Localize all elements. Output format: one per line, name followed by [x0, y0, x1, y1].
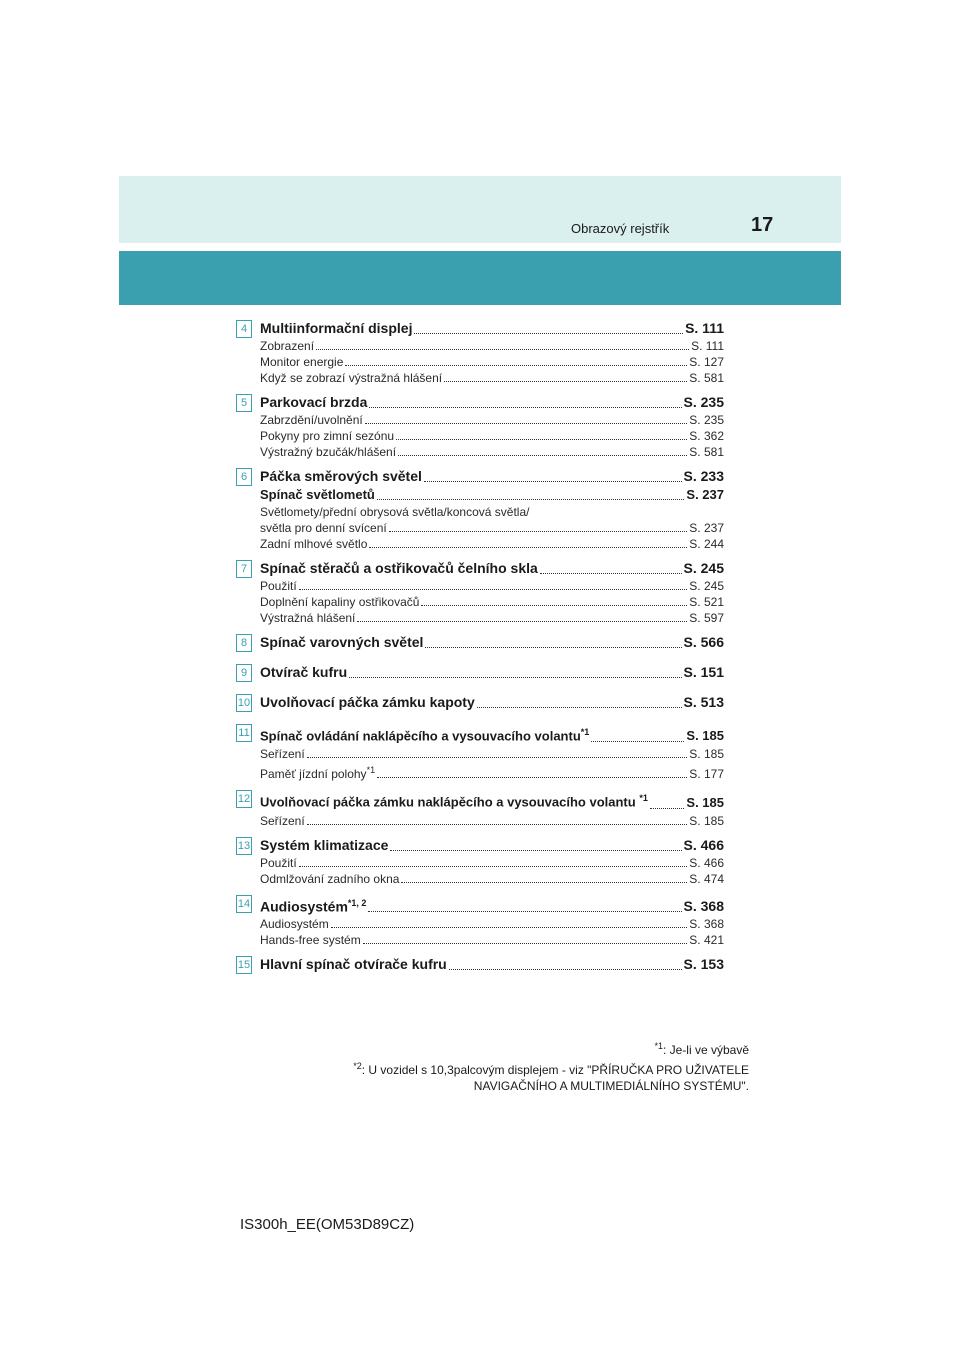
sub-label: Výstražná hlášení	[260, 611, 356, 625]
footnote-mark: *1	[654, 1041, 663, 1051]
leader-dots	[377, 499, 685, 500]
sub-entry[interactable]	[260, 428, 724, 444]
entry-heading[interactable]	[260, 722, 724, 746]
leader-dots	[357, 621, 687, 622]
leader-dots	[345, 365, 687, 366]
sub-entry[interactable]	[260, 444, 724, 460]
footnote-mark: *1	[639, 793, 648, 804]
page-ref[interactable]: S. 368	[689, 917, 724, 932]
leader-dots	[650, 808, 685, 809]
callout-badge: 14	[236, 895, 252, 913]
entry-label: Hlavní spínač otvírače kufru	[260, 956, 447, 973]
footnote-2: $^{*2}$: U vozidel s 10,3palcovým displejem - viz "PŘÍRUČKA PRO UŽIVATELE	[353, 1061, 749, 1077]
page-ref[interactable]: S. 466	[689, 855, 724, 870]
page-ref[interactable]: S. 111	[691, 339, 724, 353]
callout-badge: 10	[236, 694, 252, 712]
entry-label: Systém klimatizace	[260, 836, 389, 853]
leader-dots	[591, 741, 684, 742]
leader-dots	[401, 882, 687, 883]
page-ref[interactable]: S. 566	[683, 634, 724, 650]
entry-heading[interactable]	[260, 558, 724, 578]
entry-heading[interactable]	[260, 893, 724, 917]
sub-entry[interactable]	[260, 536, 724, 552]
index-entry	[236, 662, 724, 682]
page-ref[interactable]: S. 521	[689, 595, 724, 609]
entry-label: Spínač stěračů a ostřikovačů čelního skla	[260, 560, 538, 576]
leader-dots	[414, 333, 683, 334]
page-ref[interactable]: S. 153	[683, 956, 724, 973]
index-entry	[236, 632, 724, 652]
index-entry	[236, 692, 724, 712]
page-ref[interactable]: S. 151	[683, 664, 724, 680]
page-ref[interactable]: S. 127	[689, 355, 724, 369]
sub-label: Doplnění kapaliny ostřikovačů	[260, 595, 420, 609]
sub-entry[interactable]	[260, 916, 724, 932]
sub-label: Použití	[260, 579, 297, 593]
sub-label: Zobrazení	[260, 339, 315, 353]
entry-heading[interactable]	[260, 662, 724, 682]
leader-dots	[425, 647, 681, 648]
footnote-2-continued: NAVIGAČNÍHO A MULTIMEDIÁLNÍHO SYSTÉMU".	[473, 1079, 749, 1093]
page-ref[interactable]: S. 474	[689, 871, 724, 886]
entry-heading[interactable]	[260, 835, 724, 855]
leader-dots	[349, 677, 681, 678]
entry-heading[interactable]	[260, 392, 724, 412]
sub-entry[interactable]	[260, 354, 724, 370]
leader-dots	[307, 824, 688, 825]
index-entry	[236, 466, 724, 552]
page-ref[interactable]: S. 177	[689, 767, 724, 782]
page-ref[interactable]: S. 245	[683, 560, 724, 576]
page-ref[interactable]: S. 244	[689, 537, 724, 551]
sub-entry[interactable]	[260, 932, 724, 948]
sub-label: Výstražný bzučák/hlášení	[260, 445, 397, 459]
sub-label: Seřízení	[260, 813, 305, 828]
leader-dots	[316, 349, 689, 350]
sub-entry[interactable]	[260, 578, 724, 594]
sub-label: Hands-free systém	[260, 933, 361, 948]
leader-dots	[540, 573, 682, 574]
sub-label: Zadní mlhové světlo	[260, 537, 368, 551]
sub-text: Světlomety/přední obrysová světla/koncová světla/	[260, 505, 530, 519]
section-bar	[119, 251, 841, 305]
footnote-1: $^{*1}$: Je-li ve výbavě	[654, 1041, 749, 1057]
section-title: Obrazový rejstřík	[571, 221, 670, 236]
entry-label: Audiosystém$^{*1, 2}$	[260, 897, 367, 915]
leader-dots	[396, 439, 687, 440]
index-entry	[236, 392, 724, 460]
sub-label: Odmlžování zadního okna	[260, 871, 400, 886]
leader-dots	[377, 777, 687, 778]
entry-label: Multiinformační displej	[260, 320, 413, 336]
callout-badge: 6	[236, 468, 252, 486]
sub-entry[interactable]	[260, 594, 724, 610]
callout-badge: 7	[236, 560, 252, 578]
sub-entry[interactable]	[260, 520, 724, 536]
page-ref[interactable]: S. 245	[689, 579, 724, 593]
index-entry	[236, 788, 724, 828]
entry-heading[interactable]	[260, 466, 724, 486]
callout-badge: 15	[236, 956, 252, 974]
page-number: 17	[751, 214, 774, 236]
sub-label: Zabrzdění/uvolnění	[260, 413, 363, 427]
callout-badge: 12	[236, 790, 252, 808]
sub-entry[interactable]	[260, 762, 724, 782]
sub-label: Audiosystém	[260, 917, 329, 932]
leader-dots	[368, 911, 681, 912]
leader-dots	[390, 850, 681, 851]
index-entry	[236, 318, 724, 386]
header-band	[119, 176, 841, 243]
index-entry	[236, 722, 724, 782]
page-ref[interactable]: S. 368	[683, 898, 724, 915]
index-entry	[236, 558, 724, 626]
page-ref[interactable]: S. 111	[685, 320, 724, 336]
entry-heading[interactable]	[260, 954, 724, 974]
sub-label: Když se zobrazí výstražná hlášení	[260, 371, 443, 385]
index-entry	[236, 954, 724, 974]
sub-label: Monitor energie	[260, 355, 344, 369]
page-ref[interactable]: S. 237	[686, 487, 724, 502]
page-ref[interactable]: S. 362	[689, 429, 724, 443]
entry-heading[interactable]	[260, 788, 724, 812]
page-ref[interactable]: S. 235	[683, 394, 724, 410]
leader-dots	[331, 927, 688, 928]
sub-entry[interactable]	[260, 813, 724, 829]
document-code: IS300h_EE(OM53D89CZ)	[240, 1216, 415, 1233]
leader-dots	[444, 381, 687, 382]
leader-dots	[421, 605, 687, 606]
entry-heading[interactable]	[260, 692, 724, 712]
leader-dots	[365, 423, 688, 424]
page-ref[interactable]: S. 597	[689, 611, 724, 625]
entry-heading[interactable]	[260, 632, 724, 652]
entry-label: Parkovací brzda	[260, 394, 368, 410]
entry-label: Páčka směrových světel	[260, 468, 422, 484]
callout-badge: 9	[236, 664, 252, 682]
page-ref[interactable]: S. 233	[683, 468, 724, 484]
index-entry	[236, 835, 724, 887]
leader-dots	[299, 589, 688, 590]
footnote-mark: *1	[366, 765, 376, 776]
leader-dots	[369, 407, 681, 408]
page-ref[interactable]: S. 466	[683, 836, 724, 853]
entry-label: Uvolňovací páčka zámku kapoty	[260, 694, 475, 710]
sub-entry[interactable]	[260, 412, 724, 428]
leader-dots	[398, 455, 687, 456]
sub-entry[interactable]	[260, 871, 724, 887]
entry-label: Spínač ovládání naklápěcího a vysouvacího volantu$^{*1}$	[260, 727, 590, 744]
callout-badge: 4	[236, 320, 252, 338]
entry-label: Otvírač kufru	[260, 664, 348, 680]
leader-dots	[424, 481, 682, 482]
leader-dots	[299, 866, 688, 867]
sub-entry[interactable]	[260, 338, 724, 354]
page-ref[interactable]: S. 581	[689, 371, 724, 385]
index-list	[236, 318, 724, 980]
sub-entry[interactable]	[260, 610, 724, 626]
entry-label: Uvolňovací páčka zámku naklápěcího a vysouvacího volantu $^{*1}$	[260, 793, 648, 810]
leader-dots	[363, 943, 688, 944]
footnote-mark: *1, 2	[347, 897, 367, 908]
footnotes	[353, 1038, 749, 1094]
footnote-mark: *2	[353, 1061, 362, 1071]
page-ref[interactable]: S. 185	[686, 794, 724, 810]
leader-dots	[389, 531, 688, 532]
callout-badge: 5	[236, 394, 252, 412]
page-ref[interactable]: S. 185	[686, 728, 724, 744]
page-ref[interactable]: S. 235	[689, 413, 724, 427]
sub-label: Spínač světlometů	[260, 487, 375, 502]
page-ref[interactable]: S. 421	[689, 933, 724, 948]
sub-entry-bold[interactable]	[260, 486, 724, 504]
sub-entry[interactable]	[260, 370, 724, 386]
entry-label: Spínač varovných světel	[260, 634, 424, 650]
sub-entry[interactable]	[260, 855, 724, 871]
index-entry	[236, 893, 724, 949]
sub-label: světla pro denní svícení	[260, 521, 387, 535]
sub-label: Seřízení	[260, 747, 305, 762]
callout-badge: 8	[236, 634, 252, 652]
entry-heading[interactable]	[260, 318, 724, 338]
callout-badge: 11	[236, 724, 252, 742]
page-ref[interactable]: S. 513	[683, 694, 724, 710]
leader-dots	[369, 547, 687, 548]
sub-label: Pokyny pro zimní sezónu	[260, 429, 395, 443]
page-ref[interactable]: S. 581	[689, 445, 724, 459]
leader-dots	[449, 969, 682, 970]
page-ref[interactable]: S. 237	[689, 521, 724, 535]
footnote-mark: *1	[580, 727, 590, 737]
sub-label: Použití	[260, 855, 297, 870]
sub-label: Paměť jízdní polohy$^{*1}$	[260, 765, 376, 782]
sub-entry[interactable]	[260, 746, 724, 762]
callout-badge: 13	[236, 837, 252, 855]
leader-dots	[477, 707, 682, 708]
page-ref[interactable]: S. 185	[689, 813, 724, 828]
leader-dots	[307, 757, 688, 758]
page-ref[interactable]: S. 185	[689, 747, 724, 762]
